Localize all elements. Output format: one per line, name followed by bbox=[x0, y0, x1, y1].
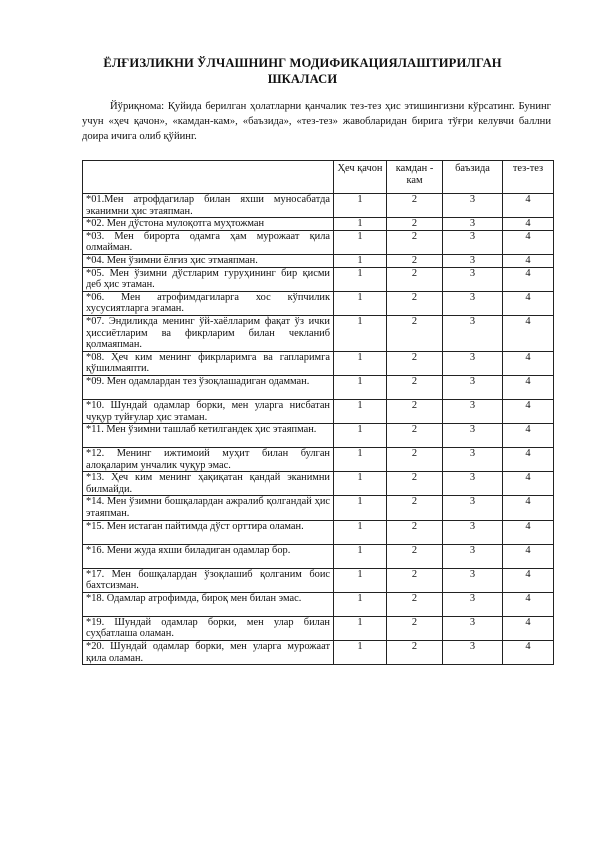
statement-text: *17. Мен бошқалардан ўзоқлашиб қолганим боис бахтсизман. bbox=[83, 568, 334, 592]
score-option[interactable]: 3 bbox=[443, 496, 503, 520]
statement-text: *15. Мен истаган пайтимда дўст орттира оламан. bbox=[83, 520, 334, 544]
score-option[interactable]: 2 bbox=[387, 375, 443, 399]
score-option[interactable]: 3 bbox=[443, 194, 503, 218]
score-option[interactable]: 1 bbox=[334, 592, 387, 616]
statement-text: *06. Мен атрофимдагиларга хос кўпчилик хусусиятларга эгаман. bbox=[83, 291, 334, 315]
score-option[interactable]: 2 bbox=[387, 448, 443, 472]
score-option[interactable]: 2 bbox=[387, 254, 443, 267]
score-option[interactable]: 3 bbox=[443, 218, 503, 231]
statement-text: *02. Мен дўстона мулоқотга муҳтожман bbox=[83, 218, 334, 231]
score-option[interactable]: 4 bbox=[503, 218, 554, 231]
score-option[interactable]: 3 bbox=[443, 472, 503, 496]
instruction-paragraph: Йўриқнома: Қуйида берилган ҳолатларни қанчалик тез-тез ҳис этишингизни кўрсатинг. Бунинг учун «ҳеч қачон», «камдан-кам», «баъзида», «тез-тез» жавобларидан бирига тўғри келувчи баллни доира ичига олиб қўйинг. bbox=[82, 101, 551, 142]
table-header-row bbox=[83, 161, 554, 194]
score-option[interactable]: 1 bbox=[334, 291, 387, 315]
score-option[interactable]: 1 bbox=[334, 230, 387, 254]
score-option[interactable]: 2 bbox=[387, 544, 443, 568]
table-row bbox=[83, 616, 554, 640]
statement-text: *04. Мен ўзимни ёлғиз ҳис этмаяпман. bbox=[83, 254, 334, 267]
statement-text: *13. Ҳеч ким менинг ҳақиқатан қандай эканимни билмайди. bbox=[83, 472, 334, 496]
score-option[interactable]: 1 bbox=[334, 616, 387, 640]
score-option[interactable]: 1 bbox=[334, 254, 387, 267]
score-option[interactable]: 2 bbox=[387, 592, 443, 616]
statement-text: *09. Мен одамлардан тез ўзоқлашадиган одамман. bbox=[83, 375, 334, 399]
score-option[interactable]: 1 bbox=[334, 472, 387, 496]
score-option[interactable]: 3 bbox=[443, 592, 503, 616]
table-row bbox=[83, 291, 554, 315]
document-title: ЁЛҒИЗЛИКНИ ЎЛЧАШНИНГ МОДИФИКАЦИЯЛАШТИРИЛГАН ШКАЛАСИ bbox=[103, 56, 502, 86]
score-option[interactable]: 1 bbox=[334, 448, 387, 472]
table-row bbox=[83, 544, 554, 568]
score-option[interactable]: 3 bbox=[443, 399, 503, 423]
score-option[interactable]: 3 bbox=[443, 254, 503, 267]
score-option[interactable]: 2 bbox=[387, 230, 443, 254]
statement-text: *12. Менинг ижтимоий муҳит билан булган алоқаларим унчалик чуқур эмас. bbox=[83, 448, 334, 472]
statement-text: *11. Мен ўзимни ташлаб кетилгандек ҳис этаяпман. bbox=[83, 424, 334, 448]
score-option[interactable]: 1 bbox=[334, 218, 387, 231]
score-option[interactable]: 1 bbox=[334, 194, 387, 218]
table-row bbox=[83, 218, 554, 231]
table-row bbox=[83, 424, 554, 448]
score-option[interactable]: 2 bbox=[387, 351, 443, 375]
score-option[interactable]: 4 bbox=[503, 641, 554, 665]
table-row bbox=[83, 592, 554, 616]
score-option[interactable]: 4 bbox=[503, 616, 554, 640]
table-row bbox=[83, 230, 554, 254]
score-option[interactable]: 3 bbox=[443, 424, 503, 448]
score-option[interactable]: 2 bbox=[387, 218, 443, 231]
table-row bbox=[83, 496, 554, 520]
score-option[interactable]: 4 bbox=[503, 592, 554, 616]
score-option[interactable]: 3 bbox=[443, 230, 503, 254]
header-sometimes: баъзида bbox=[443, 161, 503, 194]
score-option[interactable]: 2 bbox=[387, 520, 443, 544]
table-row bbox=[83, 520, 554, 544]
statement-text: *20. Шундай одамлар борки, мен уларга мурожаат қила оламан. bbox=[83, 641, 334, 665]
score-option[interactable]: 3 bbox=[443, 375, 503, 399]
score-option[interactable]: 2 bbox=[387, 315, 443, 351]
score-option[interactable]: 4 bbox=[503, 351, 554, 375]
table-row bbox=[83, 351, 554, 375]
statement-text: *16. Мени жуда яхши биладиган одамлар бор. bbox=[83, 544, 334, 568]
score-option[interactable]: 2 bbox=[387, 641, 443, 665]
table-row bbox=[83, 194, 554, 218]
statement-text: *19. Шундай одамлар борки, мен улар билан суҳбатлаша оламан. bbox=[83, 616, 334, 640]
score-option[interactable]: 3 bbox=[443, 291, 503, 315]
header-rarely: камдан - кам bbox=[387, 161, 443, 194]
header-often: тез-тез bbox=[503, 161, 554, 194]
table-row bbox=[83, 448, 554, 472]
score-option[interactable]: 1 bbox=[334, 424, 387, 448]
statement-text: *10. Шундай одамлар борки, мен уларга нисбатан чуқур туйғулар ҳис этаман. bbox=[83, 399, 334, 423]
table-row bbox=[83, 641, 554, 665]
statement-text: *14. Мен ўзимни бошқалардан ажралиб қолгандай ҳис этаяпман. bbox=[83, 496, 334, 520]
score-option[interactable]: 4 bbox=[503, 472, 554, 496]
table-row bbox=[83, 254, 554, 267]
header-statement bbox=[83, 161, 334, 194]
score-option[interactable]: 2 bbox=[387, 194, 443, 218]
score-option[interactable]: 3 bbox=[443, 448, 503, 472]
table-row bbox=[83, 315, 554, 351]
score-option[interactable]: 3 bbox=[443, 351, 503, 375]
score-option[interactable]: 4 bbox=[503, 496, 554, 520]
table-body bbox=[83, 194, 554, 665]
score-option[interactable]: 2 bbox=[387, 496, 443, 520]
statement-text: *18. Одамлар атрофимда, бироқ мен билан эмас. bbox=[83, 592, 334, 616]
score-option[interactable]: 4 bbox=[503, 375, 554, 399]
score-option[interactable]: 2 bbox=[387, 424, 443, 448]
score-option[interactable]: 1 bbox=[334, 544, 387, 568]
score-option[interactable]: 3 bbox=[443, 544, 503, 568]
table-row bbox=[83, 267, 554, 291]
score-option[interactable]: 4 bbox=[503, 448, 554, 472]
score-option[interactable]: 4 bbox=[503, 544, 554, 568]
score-option[interactable]: 4 bbox=[503, 315, 554, 351]
statement-text: *07. Эндиликда менинг ўй-хаёлларим фақат ўз ички ҳиссиётларим ва фикрларим билан чекланиб қолмаяпман. bbox=[83, 315, 334, 351]
table-row bbox=[83, 375, 554, 399]
score-option[interactable]: 3 bbox=[443, 520, 503, 544]
score-option[interactable]: 2 bbox=[387, 616, 443, 640]
score-option[interactable]: 4 bbox=[503, 399, 554, 423]
score-option[interactable]: 4 bbox=[503, 520, 554, 544]
score-option[interactable]: 3 bbox=[443, 315, 503, 351]
table-row bbox=[83, 472, 554, 496]
score-option[interactable]: 4 bbox=[503, 230, 554, 254]
score-option[interactable]: 3 bbox=[443, 616, 503, 640]
score-option[interactable]: 3 bbox=[443, 267, 503, 291]
header-never: Ҳеч қачон bbox=[334, 161, 387, 194]
score-option[interactable]: 1 bbox=[334, 267, 387, 291]
table-row bbox=[83, 568, 554, 592]
score-option[interactable]: 1 bbox=[334, 496, 387, 520]
score-option[interactable]: 4 bbox=[503, 568, 554, 592]
score-option[interactable]: 1 bbox=[334, 399, 387, 423]
statement-text: *08. Ҳеч ким менинг фикрларимга ва гапларимга қўшилмаяпти. bbox=[83, 351, 334, 375]
scale-table bbox=[82, 160, 554, 665]
statement-text: *03. Мен бирорта одамга ҳам мурожаат қила олмайман. bbox=[83, 230, 334, 254]
score-option[interactable]: 4 bbox=[503, 254, 554, 267]
score-option[interactable]: 2 bbox=[387, 267, 443, 291]
statement-text: *05. Мен ўзимни дўстларим гуруҳининг бир қисми деб ҳис этаман. bbox=[83, 267, 334, 291]
score-option[interactable]: 1 bbox=[334, 315, 387, 351]
score-option[interactable]: 3 bbox=[443, 568, 503, 592]
table-row bbox=[83, 399, 554, 423]
score-option[interactable]: 2 bbox=[387, 472, 443, 496]
score-option[interactable]: 4 bbox=[503, 424, 554, 448]
score-option[interactable]: 4 bbox=[503, 267, 554, 291]
score-option[interactable]: 2 bbox=[387, 568, 443, 592]
score-option[interactable]: 1 bbox=[334, 351, 387, 375]
score-option[interactable]: 4 bbox=[503, 291, 554, 315]
score-option[interactable]: 2 bbox=[387, 399, 443, 423]
score-option[interactable]: 4 bbox=[503, 194, 554, 218]
statement-text: *01.Мен атрофдагилар билан яхши муносабатда эканимни ҳис этаяпман. bbox=[83, 194, 334, 218]
score-option[interactable]: 2 bbox=[387, 291, 443, 315]
score-option[interactable]: 3 bbox=[443, 641, 503, 665]
score-option[interactable]: 1 bbox=[334, 375, 387, 399]
score-option[interactable]: 1 bbox=[334, 641, 387, 665]
score-option[interactable]: 1 bbox=[334, 568, 387, 592]
score-option[interactable]: 1 bbox=[334, 520, 387, 544]
